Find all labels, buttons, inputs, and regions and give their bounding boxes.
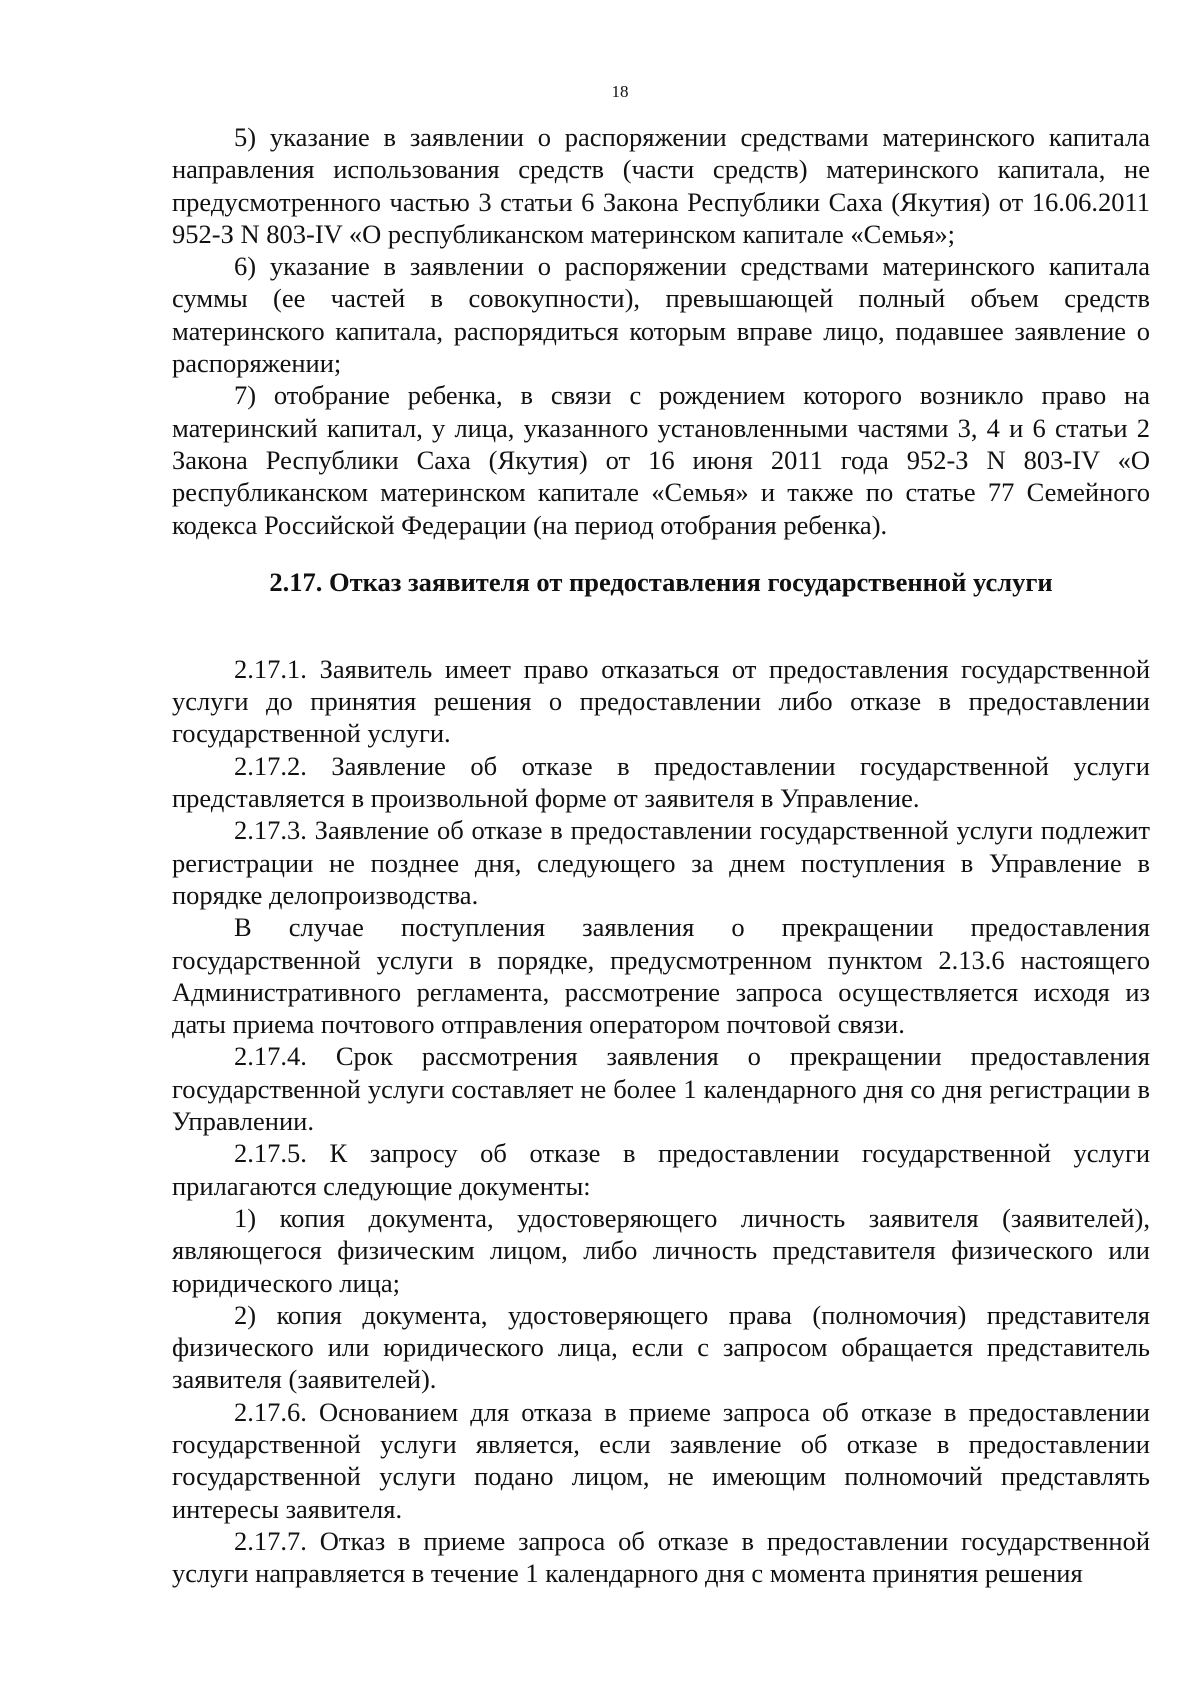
clause-2-17-6: 2.17.6. Основанием для отказа в приеме запроса об отказе в предоставлении государственной услуги является, если заявление об отказе в предоставлении государственной услуги подано лицом, не имеющим полномочий представлять интересы заявителя. (172, 1396, 1150, 1524)
clause-2-17-5-item-2: 2) копия документа, удостоверяющего права (полномочия) представителя физического или юридического лица, если с запросом обращается представитель заявителя (заявителей). (172, 1299, 1150, 1395)
page-number: 18 (611, 82, 629, 101)
list-item-7: 7) отобрание ребенка, в связи с рождением которого возникло право на материнский капитал, у лица, указанного установленными частями 3, 4 и 6 статьи 2 Закона Республики Саха (Якутия) от 16 июня 2011 года 952-З N 803-IV «О республиканском материнском капитале «Семья» и также по статье 77 Семейного кодекса Российской Федерации (на период отобрания ребенка). (172, 380, 1150, 540)
list-item-5: 5) указание в заявлении о распоряжении средствами материнского капитала направления использования средств (части средств) материнского капитала, не предусмотренного частью 3 статьи 6 Закона Республики Саха (Якутия) от 16.06.2011 952-З N 803-IV «О республиканском материнском капитале «Семья»; (172, 122, 1150, 249)
list-item-6: 6) указание в заявлении о распоряжении средствами материнского капитала суммы (ее частей в совокупности), превышающей полный объем средств материнского капитала, распорядиться которым вправе лицо, подавшее заявление о распоряжении; (172, 251, 1150, 379)
clause-2-17-2: 2.17.2. Заявление об отказе в предоставлении государственной услуги представляется в произвольной форме от заявителя в Управление. (172, 750, 1150, 814)
document-body (172, 121, 1150, 1589)
clause-2-17-5: 2.17.5. К запросу об отказе в предоставлении государственной услуги прилагаются следующие документы: (172, 1138, 1150, 1201)
clause-2-17-5-item-1: 1) копия документа, удостоверяющего личность заявителя (заявителей), являющегося физическим лицом, либо личность представителя физического или юридического лица; (172, 1202, 1150, 1298)
section-heading: 2.17. Отказ заявителя от предоставления государственной услуги (269, 566, 1053, 597)
clause-2-17-3-continuation: В случае поступления заявления о прекращении предоставления государственной услуги в порядке, предусмотренном пунктом 2.13.6 настоящего Административного регламента, рассмотрение запроса осуществляется исходя из даты приема почтового отправления оператором почтовой связи. (172, 912, 1150, 1040)
clause-2-17-1: 2.17.1. Заявитель имеет право отказаться от предоставления государственной услуги до принятия решения о предоставлении либо отказе в предоставлении государственной услуги. (172, 653, 1150, 749)
clause-2-17-3: 2.17.3. Заявление об отказе в предоставлении государственной услуги подлежит регистрации не позднее дня, следующего за днем поступления в Управление в порядке делопроизводства. (172, 815, 1150, 910)
clause-2-17-7: 2.17.7. Отказ в приеме запроса об отказе в предоставлении государственной услуги направляется в течение 1 календарного дня с момента принятия решения (172, 1525, 1150, 1589)
clause-2-17-4: 2.17.4. Срок рассмотрения заявления о прекращении предоставления государственной услуги составляет не более 1 календарного дня со дня регистрации в Управлении. (172, 1041, 1150, 1137)
